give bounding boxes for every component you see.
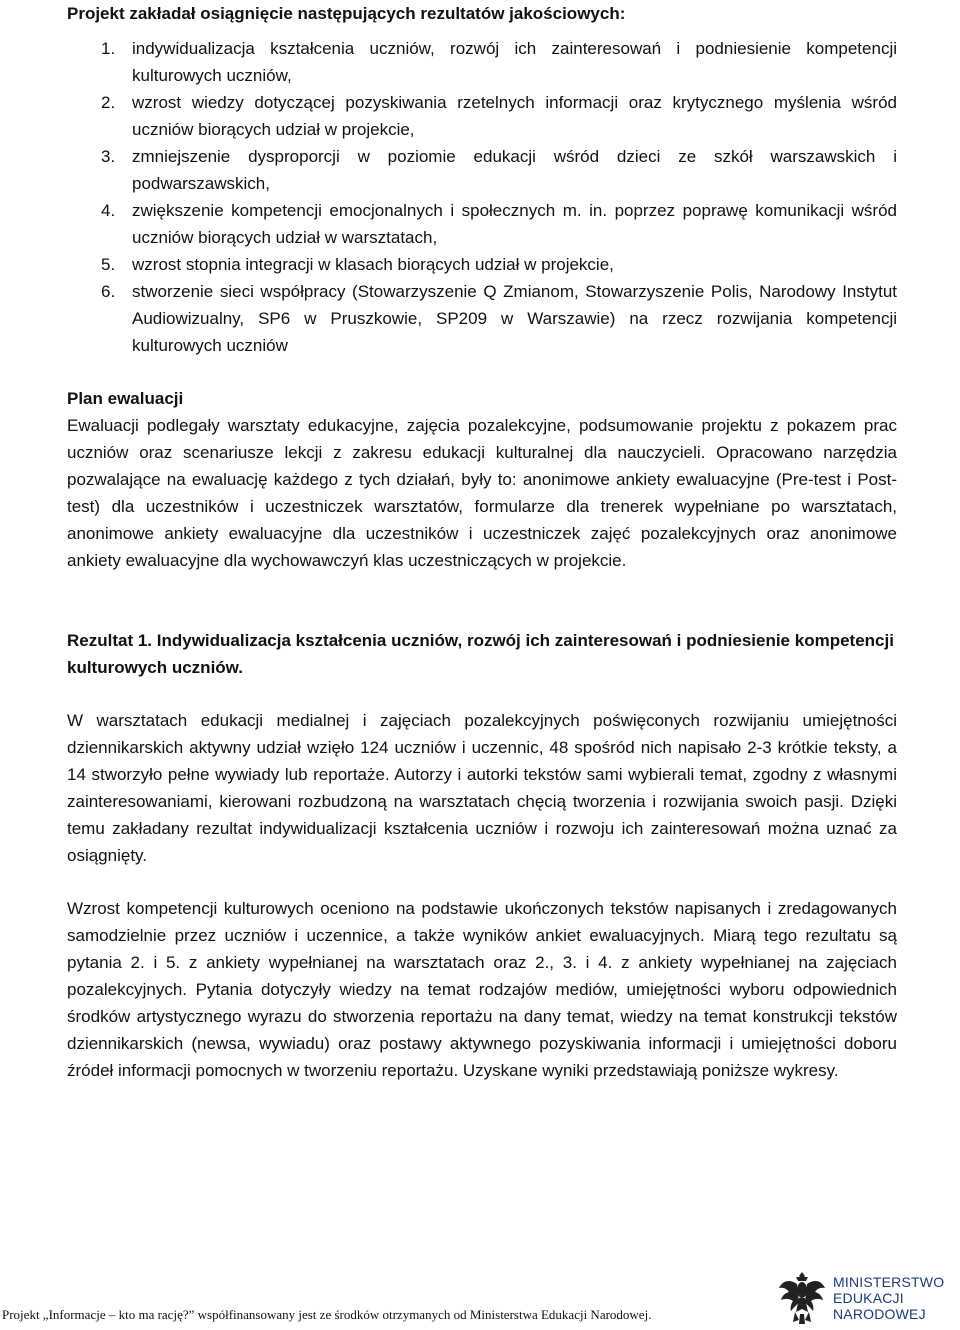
paragraph-2: Wzrost kompetencji kulturowych oceniono na podstawie ukończonych tekstów napisanych i zredagowanych samodzielnie przez uczniów i uczennice, a także wyników ankiet ewaluacyjnych. Miarą tego rezultatu są pytania 2. i 5. z ankiety wypełnianej na warsztatach oraz 2., 3. i 4. z ankiety wypełnianej na zajęciach pozalekcyjnych. Pytania dotyczyły wiedzy na temat rodzajów mediów, umiejętności wyboru odpowiednich środków artystycznego wyrazu do stworzenia reportażu na dany temat, wiedzy na temat konstrukcji tekstów dziennikarskich (newsa, wywiadu) oraz postawy aktywnego pozyskiwania informacji i umiejętności doboru źródeł informacji pomocnych w tworzeniu reportażu. Uzyskane wyniki przedstawiają poniższe wykresy. (67, 899, 897, 1080)
list-item: 6. stworzenie sieci współpracy (Stowarzyszenie Q Zmianom, Stowarzyszenie Polis, Narodowy Instytut Audiowizualny, SP6 w Pruszkowie, SP209 w Warszawie) na rzecz rozwijania kompetencji kulturowych uczniów (101, 282, 897, 355)
plan-paragraph: Ewaluacji podlegały warsztaty edukacyjne, zajęcia pozalekcyjne, podsumowanie projektu z pokazem prac uczniów oraz scenariusze lekcji z zakresu edukacji kulturalnej dla nauczycieli. Opracowano narzędzia pozwalające na ewaluację każdego z tych działań, były to: anonimowe ankiety ewaluacyjne (Pre-test i Post-test) dla uczestników i uczestniczek warsztatów, formularze dla trenerek wypełniane po warsztatach, anonimowe ankiety ewaluacyjne dla uczestników i uczestniczek zajęć pozalekcyjnych oraz anonimowe ankiety ewaluacyjne dla wychowawczyń klas uczestniczących w projekcie. (67, 416, 897, 570)
list-item: 4. zwiększenie kompetencji emocjonalnych i społecznych m. in. poprzez poprawę komunikacji wśród uczniów biorących udział w warsztatach, (101, 201, 897, 247)
ministry-logo (776, 1268, 960, 1328)
rezultat-label: Rezultat 1. (67, 631, 153, 650)
list-item: 2. wzrost wiedzy dotyczącej pozyskiwania rzetelnych informacji oraz krytycznego myślenia wśród uczniów biorących udział w projekcie, (101, 93, 897, 139)
rezultat-title: Indywidualizacja kształcenia uczniów, rozwój ich zainteresowań i podniesienie kompetencji kulturowych uczniów. (67, 631, 894, 677)
paragraph-1: W warsztatach edukacji medialnej i zajęciach pozalekcyjnych poświęconych rozwijaniu umiejętności dziennikarskich aktywny udział wzięło 124 uczniów i uczennic, 48 spośród nich napisało 2-3 krótkie teksty, a 14 stworzyło pełne wywiady lub reportaże. Autorzy i autorki tekstów sami wybierali temat, zgodny z własnymi zainteresowaniami, kierowani rozbudzoną na warsztatach chęcią tworzenia i rozwijania swoich pasji. Dzięki temu zakładany rezultat indywidualizacji kształcenia uczniów i rozwoju ich zainteresowań można uznać za osiągnięty. (67, 711, 897, 865)
plan-title: Plan ewaluacji (67, 389, 184, 408)
results-heading: Projekt zakładał osiągnięcie następujących rezultatów jakościowych: (67, 4, 626, 23)
eagle-emblem-icon (776, 1268, 828, 1328)
rezultat-heading (67, 627, 897, 681)
footer-note: Projekt „Informacje – kto ma rację?” współfinansowany jest ze środków otrzymanych od Ministerstwa Edukacji Narodowej. (2, 1307, 652, 1322)
list-item: 3. zmniejszenie dysproporcji w poziomie edukacji wśród dzieci ze szkół warszawskich i podwarszawskich, (101, 147, 897, 193)
list-item: 5. wzrost stopnia integracji w klasach biorących udział w projekcie, (101, 255, 614, 274)
list-item: 1. indywidualizacja kształcenia uczniów, rozwój ich zainteresowań i podniesienie kompetencji kulturowych uczniów, (101, 39, 897, 85)
results-list (101, 35, 897, 359)
ministry-logo-text: MINISTERSTWO EDUKACJI NARODOWEJ (833, 1274, 945, 1322)
